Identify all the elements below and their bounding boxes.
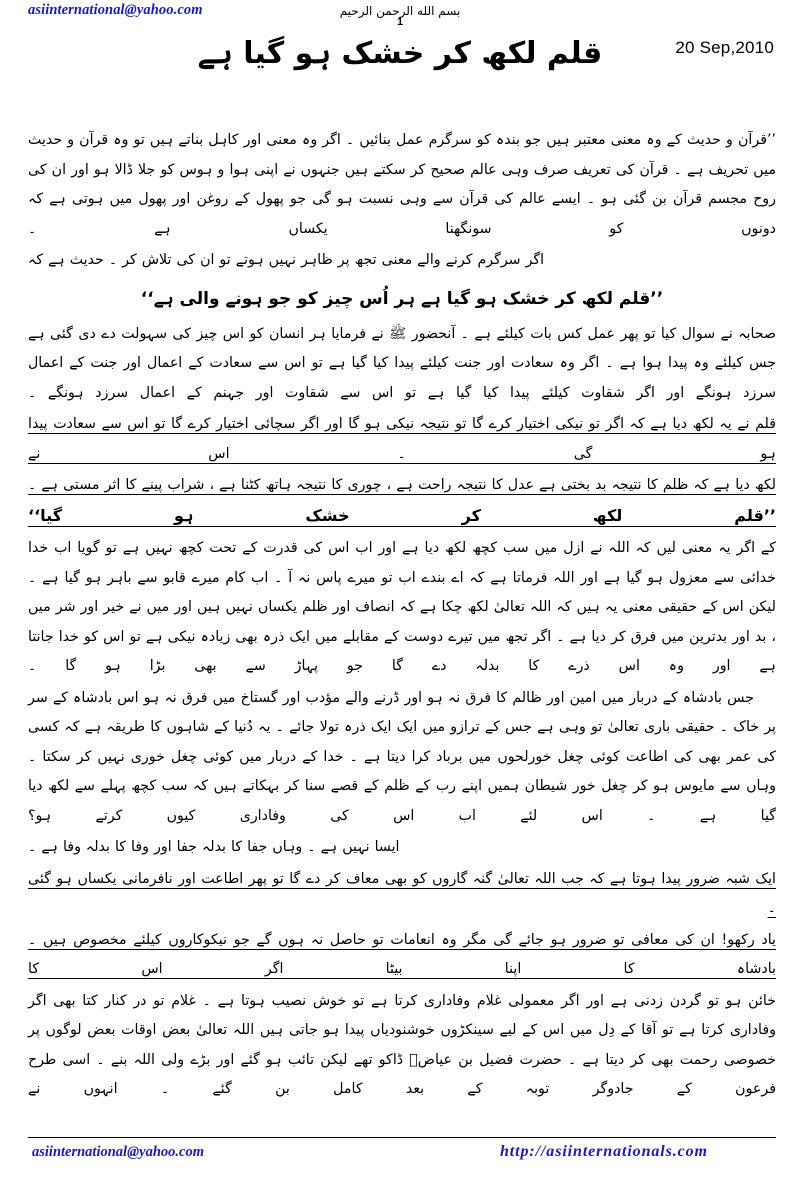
paragraph-text: خائن ہو تو گردن زدنی ہے اور اگر معمولی غلام وفاداری کرتا ہے تو خوش نصیب ہوتا ہے ۔ غلام تو در کنار کتا بھی اگر وفاداری کرتا ہے تو آقا کے دِل میں اس کے لیے سینکڑوں خوشنودیاں پیدا ہو جاتی ہیں اللہ تعالیٰ بعض اوقات بعض لوگوں پر خصوصی رحمت بھی کر دیتا ہے ۔ حضرت فضیل بن عیاضؒ ڈاکو تھے لیکن تائب ہو گئے اور بڑے ولی اللہ بنے ۔ اسی طرح فرعون کے جادوگر توبہ کے بعد کامل بن گئے ۔ انہوں نے xyxy=(28,992,776,1097)
paragraph xyxy=(28,833,776,863)
header-email-address[interactable]: asiinternational@yahoo.com xyxy=(28,2,203,18)
paragraph-text: لکھ دیا ہے کہ ظلم کا نتیجہ بد بختی ہے عدل کا نتیجہ راحت ہے ، چوری کا نتیجہ ہاتھ کٹنا ہے ، شراب پینے کا اثر مستی ہے ۔ xyxy=(28,477,776,493)
footer-divider xyxy=(28,1137,776,1138)
paragraph xyxy=(28,320,776,409)
paragraph-underlined xyxy=(28,410,776,469)
publication-date: 20 Sep,2010 xyxy=(675,38,774,57)
paragraph-underlined xyxy=(28,926,776,985)
page-header xyxy=(0,0,800,120)
footer-website-url[interactable]: http://asiinternationals.com xyxy=(500,1143,708,1160)
paragraph xyxy=(28,126,776,244)
paragraph-text: ’’قرآن و حدیث کے وہ معنی معتبر ہیں جو بندہ کو سرگرم عمل بنائیں ۔ اگر وہ معنی اور کاہل بناتے ہیں تو وہ قرآن و حدیث میں تحریف ہے ۔ قرآن کی تعریف صرف وہی عالم صحیح کر سکتے ہیں جنہوں نے اپنی ہوا و ہوس کو جلا ڈالا ہو اور ان کی روح مجسم قرآن بن گئی ہو ۔ ایسے عالم کی قرآن سے وہی نسبت ہو گی جو پھول کے روغن اور پھول میں ہوتی ہے کہ دونوں کو سونگھنا یکساں ہے ۔ xyxy=(28,132,776,237)
paragraph-underlined xyxy=(28,471,776,532)
paragraph-text: قلم نے یہ لکھ دیا ہے کہ اگر تو نیکی اختیار کرے گا تو نتیجہ نیکی ہو گا اور اگر سچائی اختیار کرے گا تو اس سے سعادت پیدا ہو گی ۔ اس نے xyxy=(28,416,776,462)
paragraph xyxy=(28,987,776,1105)
paragraph-underlined xyxy=(28,865,776,924)
page-number: 1 xyxy=(396,16,404,28)
bismillah-text: بسم الله الرحمن الرحيم xyxy=(339,4,461,18)
paragraph-text: جس بادشاہ کے دربار میں امین اور ظالم کا فرق نہ ہو اور ڈرنے والے مؤدب اور گستاخ میں فرق نہ ہو اس بادشاہ کے سر پر خاک ۔ حقیقی باری تعالیٰ تو وہی ہے جس کے ترازو میں ایک ایک ذرہ تولا جائے ۔ یہ دُنیا کے شاہوں کا طریقہ ہے کہ کسی کی عمر بھی کی اطاعت کوئی چغل خورلحوں میں برباد کرا دیتا ہے ۔ خدا کے دربار میں کوئی چغل خوری نہیں کر سکتا ۔ وہاں سے مایوس ہو کر چغل خور شیطان ہمیں اپنے رب کے ظلم کے قصے سنا کر بہکاتے ہیں کہ سب کچھ پہلے سے لکھ دیا گیا ہے ۔ اس لئے اب اس کی وفاداری کیوں کرتے ہو؟ xyxy=(28,689,776,824)
page-title-text: قلم لکھ کر خشک ہو گیا ہے xyxy=(197,36,603,71)
paragraph-text: یاد رکھو! ان کی معافی تو ضرور ہو جائے گی مگر وہ انعامات تو حاصل نہ ہوں گے جو نیکوکاروں کیلئے مخصوص ہیں ۔ بادشاہ کا اپنا بیٹا اگر اس کا xyxy=(28,931,776,977)
paragraph-text: ایک شبہ ضرور پیدا ہوتا ہے کہ جب اللہ تعالیٰ گنہ گاروں کو بھی معاف کر دے گا تو پھر اطاعت اور نافرمانی یکساں ہو گئی ۔ xyxy=(28,870,776,916)
paragraph xyxy=(28,246,776,276)
hadith-quote xyxy=(28,282,776,316)
paragraph-text: کے اگر یہ معنی لیں کہ اللہ نے ازل میں سب کچھ لکھ دیا ہے اور اب اس کی قدرت کے تحت کچھ نہیں ہے تو گویا اب خدا خدائی سے معزول ہو گیا ہے اور اللہ فرماتا ہے کہ اے بندے اب تو میرے پاس نہ آ ۔ اب کام میرے قابو سے باہر ہو گیا ہے ۔ لیکن اس کے حقیقی معنی یہ ہیں کہ اللہ تعالیٰ لکھ چکا ہے کہ انصاف اور ظلم یکساں نہیں ہیں اور میں نے خیر اور شر میں ، بد اور بدترین میں فرق کر دیا ہے ۔ اگر تجھ میں تیرے دوست کے مقابلے میں ایک ذرہ بھی زیادہ نیکی ہے تو اس کو خدا جانتا ہے اور وہ اس ذرے کا بدلہ دے گا جو پہاڑ سے بھی بڑا ہو گا ۔ xyxy=(28,540,776,674)
paragraph xyxy=(28,534,776,682)
footer-email-address[interactable]: asiinternational@yahoo.com xyxy=(32,1144,204,1160)
article-body xyxy=(28,126,776,1107)
paragraph-text: ایسا نہیں ہے ۔ وہاں جفا کا بدلہ جفا اور وفا کا بدلہ وفا ہے ۔ xyxy=(28,839,400,855)
inline-hadith-quote: ’’قلم لکھ کر خشک ہو گیا‘‘ xyxy=(28,505,776,525)
footer-row xyxy=(28,1144,776,1166)
paragraph xyxy=(28,684,776,832)
paragraph-text: صحابہ نے سوال کیا تو پھر عمل کس بات کیلئے ہے ۔ آنحضور ﷺ نے فرمایا ہر انسان کو اس چیز کی سہولت دے دی گئی ہے جس کیلئے وہ پیدا ہوا ہے ۔ اگر وہ سعادت اور جنت کیلئے پیدا کیا گیا ہے تو اس سے سعادت کے اعمال اور جنت کے اعمال سرزد ہونگے اور اگر شقاوت کیلئے پیدا کیا گیا ہے تو اس سے شقاوت اور جہنم کے اعمال سرزد ہونگے ۔ xyxy=(28,325,776,401)
paragraph-text: اگر سرگرم کرنے والے معنی تجھ پر ظاہر نہیں ہوتے تو ان کی تلاش کر ۔ حدیث ہے کہ xyxy=(28,252,545,268)
page-footer xyxy=(28,1137,776,1166)
hadith-quote-text: ’’قلم لکھ کر خشک ہو گیا ہے ہر اُس چیز کو جو ہونے والی ہے‘‘ xyxy=(140,288,664,309)
